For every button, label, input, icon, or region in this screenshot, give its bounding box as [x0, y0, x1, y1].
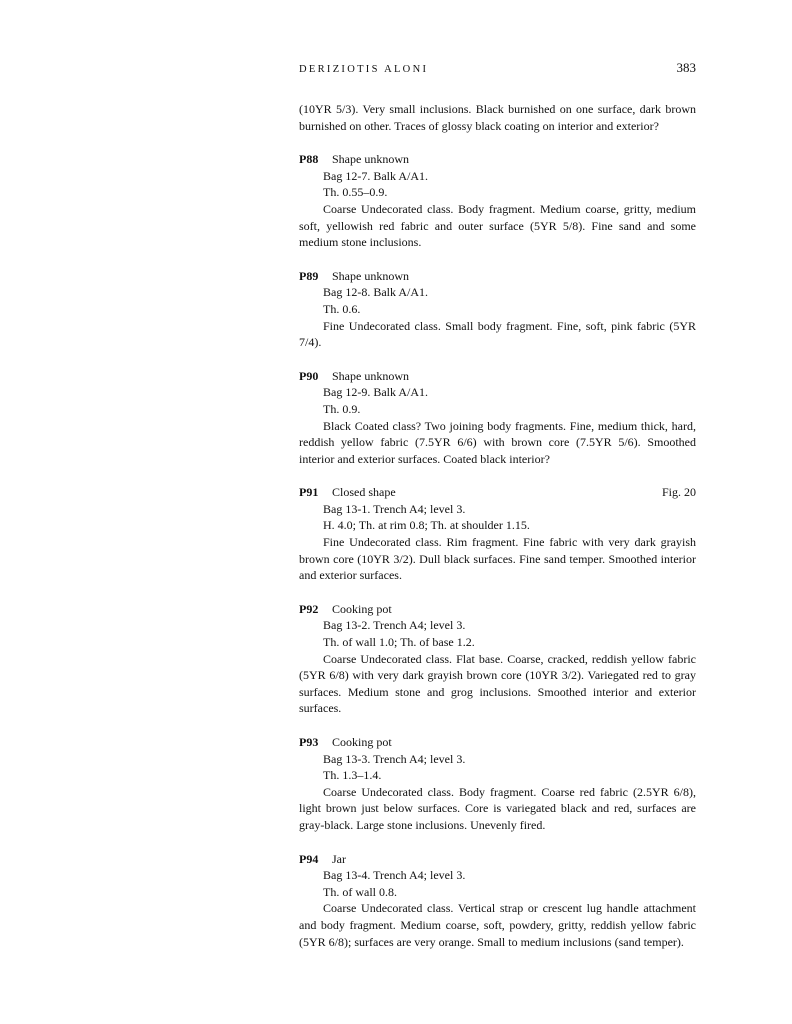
entry-title: Shape unknown: [332, 268, 409, 283]
entry-id: P88: [299, 152, 319, 167]
entry-dimensions: Th. 0.6.: [323, 301, 361, 316]
page-number: 383: [676, 60, 696, 75]
entry-heading: [299, 734, 696, 751]
entry-id: P92: [299, 601, 319, 616]
entry-bag: Bag 13-4. Trench A4; level 3.: [323, 868, 466, 883]
entry-description: Coarse Undecorated class. Flat base. Coarse, cracked, reddish yellow fabric (5YR 6/8) with very dark grayish brown core (10YR 3/2). Variegated red to gray surfaces. Medium stone and grog inclusions. Smoothed interior and exterior surfaces.: [299, 651, 696, 716]
entry-bag: Bag 12-9. Balk A/A1.: [323, 385, 428, 400]
continued-paragraph: (10YR 5/3). Very small inclusions. Black burnished on one surface, dark brown burnished on other. Traces of glossy black coating on interior and exterior?: [299, 102, 696, 133]
entry-bag: Bag 12-7. Balk A/A1.: [323, 168, 428, 183]
entry-description: Fine Undecorated class. Rim fragment. Fine fabric with very dark grayish brown core (10YR 3/2). Dull black surfaces. Fine sand temper. Smoothed interior and exterior surfaces.: [299, 535, 696, 583]
catalog-entry-p91: [299, 484, 696, 584]
entry-id: P93: [299, 735, 319, 749]
entry-description: Fine Undecorated class. Small body fragment. Fine, soft, pink fabric (5YR 7/4).: [299, 318, 696, 350]
entry-title: Cooking pot: [332, 735, 392, 749]
entry-dimensions: H. 4.0; Th. at rim 0.8; Th. at shoulder 1.15.: [323, 518, 530, 533]
entry-bag: Bag 12-8. Balk A/A1.: [323, 285, 428, 300]
catalog-entry-p93: [299, 734, 696, 834]
entry-dimensions: Th. of wall 1.0; Th. of base 1.2.: [323, 635, 475, 650]
catalog-entry-p89: [299, 268, 696, 351]
entry-heading: [299, 484, 696, 501]
entry-id: P89: [299, 268, 319, 283]
entry-heading: [299, 268, 696, 285]
catalog-entry-p92: [299, 601, 696, 717]
entry-dimensions: Th. 0.9.: [323, 401, 361, 416]
entry-bag: Bag 13-1. Trench A4; level 3.: [323, 501, 466, 516]
entry-title: Shape unknown: [332, 368, 409, 383]
entry-heading: [299, 151, 696, 168]
entry-heading: [299, 601, 696, 618]
figure-reference: Fig. 20: [661, 485, 696, 500]
catalog-entry-p90: [299, 368, 696, 468]
entry-dimensions: Th. 1.3–1.4.: [323, 768, 382, 783]
page-body: [299, 60, 696, 950]
entry-bag: Bag 13-2. Trench A4; level 3.: [323, 618, 466, 633]
entry-title: Closed shape: [332, 485, 396, 500]
entry-dimensions: Th. 0.55–0.9.: [323, 185, 388, 200]
entry-bag: Bag 13-3. Trench A4; level 3.: [323, 751, 466, 766]
entry-heading: [299, 851, 696, 868]
catalog-entry-p88: [299, 151, 696, 251]
catalog-entry-p94: [299, 851, 696, 951]
entry-description: Coarse Undecorated class. Body fragment. Coarse red fabric (2.5YR 6/8), light brown just below surfaces. Core is variegated black and red, surfaces are gray-black. Large stone inclusions. Unevenly fired.: [299, 784, 696, 832]
running-head: DERIZIOTIS ALONI: [299, 64, 429, 75]
entry-title: Shape unknown: [332, 152, 409, 167]
entry-description: Coarse Undecorated class. Vertical strap or crescent lug handle attachment and body fragment. Medium coarse, soft, powdery, gritty, reddish yellow fabric (5YR 6/8); surfaces are very orange. Small to medium inclusions (sand temper).: [299, 901, 696, 949]
page-header: [299, 60, 696, 88]
entry-id: P91: [299, 485, 319, 500]
entry-heading: [299, 368, 696, 385]
entry-description: Coarse Undecorated class. Body fragment. Medium coarse, gritty, medium soft, yellowish red fabric and outer surface (5YR 5/8). Fine sand and some medium stone inclusions.: [299, 201, 696, 250]
entry-id: P94: [299, 851, 319, 866]
entry-id: P90: [299, 368, 319, 383]
entry-title: Cooking pot: [332, 601, 392, 616]
entry-title: Jar: [332, 851, 346, 866]
entry-dimensions: Th. of wall 0.8.: [323, 884, 397, 899]
entry-description: Black Coated class? Two joining body fragments. Fine, medium thick, hard, reddish yellow fabric (7.5YR 6/6) with brown core (7.5YR 5/6). Smoothed interior and exterior surfaces. Coated black interior?: [299, 418, 696, 466]
